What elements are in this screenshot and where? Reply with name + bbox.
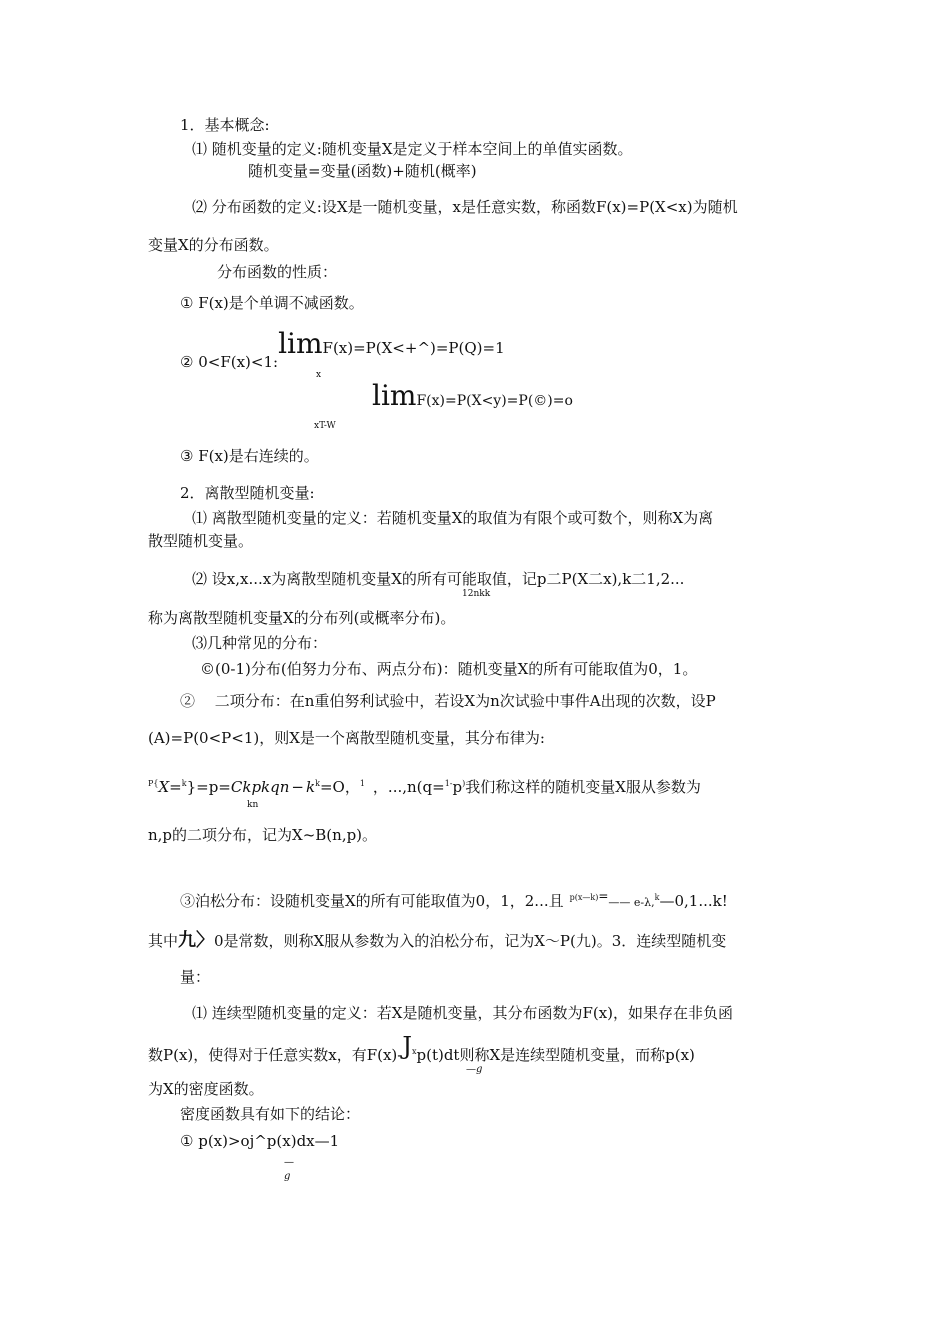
formula-sup: k: [315, 779, 320, 788]
formula-tail: 我们称这样的随机变量X服从参数为: [465, 778, 701, 796]
formula-sup: k: [181, 779, 187, 788]
formula-sup: ): [462, 779, 466, 788]
binomial-formula: [148, 780, 701, 795]
continuous-text: 数P(x)，使得对于任意实数x，有F(x)-: [148, 1046, 403, 1064]
poisson-rest: 0是常数，则称X服从参数为入的泊松分布，记为X〜P(九)。3．连续型随机变: [214, 932, 727, 950]
cdf-definition-line2: 变量X的分布函数。: [148, 236, 279, 254]
formula-sup: 1: [359, 779, 365, 788]
distribution-list-subscripts: 12nkk: [462, 589, 491, 599]
common-distributions-title: ⑶几种常见的分布：: [192, 634, 328, 652]
lim-symbol-2: lim: [372, 379, 417, 412]
limit-subscript-1: x: [316, 370, 322, 380]
formula-k: k: [306, 778, 316, 796]
rv-definition: ⑴ 随机变量的定义:随机变量X是定义于样本空间上的单值实函数。: [192, 140, 633, 158]
formula-x: X=: [158, 778, 182, 796]
poisson-line3: 量：: [180, 968, 211, 986]
distribution-list-line1: ⑵ 设x,x...x为离散型随机变量X的所有可能取值，记p二P(X二x),k二1,2...: [192, 570, 685, 588]
formula-minus: −: [291, 778, 304, 796]
discrete-definition-line1: ⑴ 离散型随机变量的定义：若随机变量X的取值为有限个或可数个，则称X为离: [192, 509, 714, 527]
formula-part: =O，: [319, 778, 360, 796]
formula-sup: P{: [148, 779, 159, 788]
bernoulli-distribution: ©(0-1)分布(伯努力分布、两点分布)：随机变量X的所有可能取值为0，1。: [200, 660, 698, 678]
section-1-title: 1．基本概念:: [180, 116, 270, 134]
limit-plus-infinity: F(x)=P(X<+^)=P(Q)=1: [322, 339, 505, 357]
formula-ck: Ckpkqn: [230, 778, 290, 796]
binomial-line2: (A)=P(0<P<1)，则X是一个离散型随机变量，其分布律为:: [148, 729, 545, 747]
binomial-line3: n,p的二项分布，记为X~B(n,p)。: [148, 826, 378, 844]
poisson-text: ③泊松分布：设随机变量X的所有可能取值为0，1，2...且: [180, 892, 564, 910]
binomial-formula-subscript: kn: [247, 800, 259, 810]
poisson-sup: k: [654, 893, 660, 902]
lim-symbol: lim: [278, 327, 323, 360]
limit-subscript-2: xT-W: [314, 421, 336, 431]
section-2-title: 2．离散型随机变量:: [180, 484, 315, 502]
poisson-lambda: 九〉: [178, 930, 215, 951]
limit-minus-infinity: F(x)=P(X<y)=P(©)=o: [416, 393, 573, 409]
poisson-line2: [148, 932, 726, 950]
poisson-small: p(x—k): [569, 893, 599, 902]
poisson-line1: [180, 890, 728, 909]
formula-sup: 1-: [444, 779, 453, 788]
density-lower-bound: g: [284, 1171, 291, 1182]
cdf-property-2-line1: [180, 327, 505, 371]
continuous-definition-line1: ⑴ 连续型随机变量的定义：若X是随机变量，其分布函数为F(x)，如果存在非负函: [192, 1004, 734, 1022]
property-2-prefix: ② 0<F(x)<1:: [180, 353, 279, 371]
binomial-line1: ② 二项分布：在n重伯努利试验中，若设X为n次试验中事件A出现的次数，设P: [180, 692, 716, 710]
poisson-eq: =: [598, 889, 609, 903]
cdf-property-3: ③ F(x)是右连续的。: [180, 447, 319, 465]
rv-formula-line: 随机变量=变量(函数)+随机(概率): [248, 162, 477, 180]
integral-symbol: J: [402, 1032, 412, 1060]
integral-upper: x: [411, 1047, 417, 1056]
formula-part: ，...,n(q=: [372, 778, 445, 796]
cdf-definition-line1: ⑵ 分布函数的定义:设X是一随机变量，x是任意实数，称函数F(x)=P(X<x)为随机: [192, 198, 738, 216]
poisson-prefix: 其中: [148, 932, 179, 950]
poisson-tail: —0,1...k!: [659, 892, 728, 910]
poisson-small2: —— e-λ,: [608, 896, 655, 909]
formula-eq: }=p=: [186, 778, 231, 796]
cdf-property-2-line2: [372, 379, 573, 412]
discrete-definition-line2: 散型随机变量。: [148, 532, 254, 550]
formula-part: p: [452, 778, 463, 796]
density-title: 密度函数具有如下的结论：: [180, 1105, 361, 1123]
continuous-rest: p(t)dt则称X是连续型随机变量，而称p(x): [416, 1046, 695, 1064]
cdf-property-1: ① F(x)是个单调不减函数。: [180, 294, 364, 312]
density-property-1: ① p(x)>oj^p(x)dx—1: [180, 1132, 340, 1150]
continuous-definition-line3: 为X的密度函数。: [148, 1080, 264, 1098]
distribution-list-line2: 称为离散型随机变量X的分布列(或概率分布)。: [148, 609, 456, 627]
integral-lower-bound: —g: [466, 1064, 483, 1075]
density-lower-bound-dash: —: [284, 1157, 294, 1168]
continuous-definition-line2: [148, 1032, 695, 1064]
cdf-properties-title: 分布函数的性质：: [217, 263, 338, 281]
